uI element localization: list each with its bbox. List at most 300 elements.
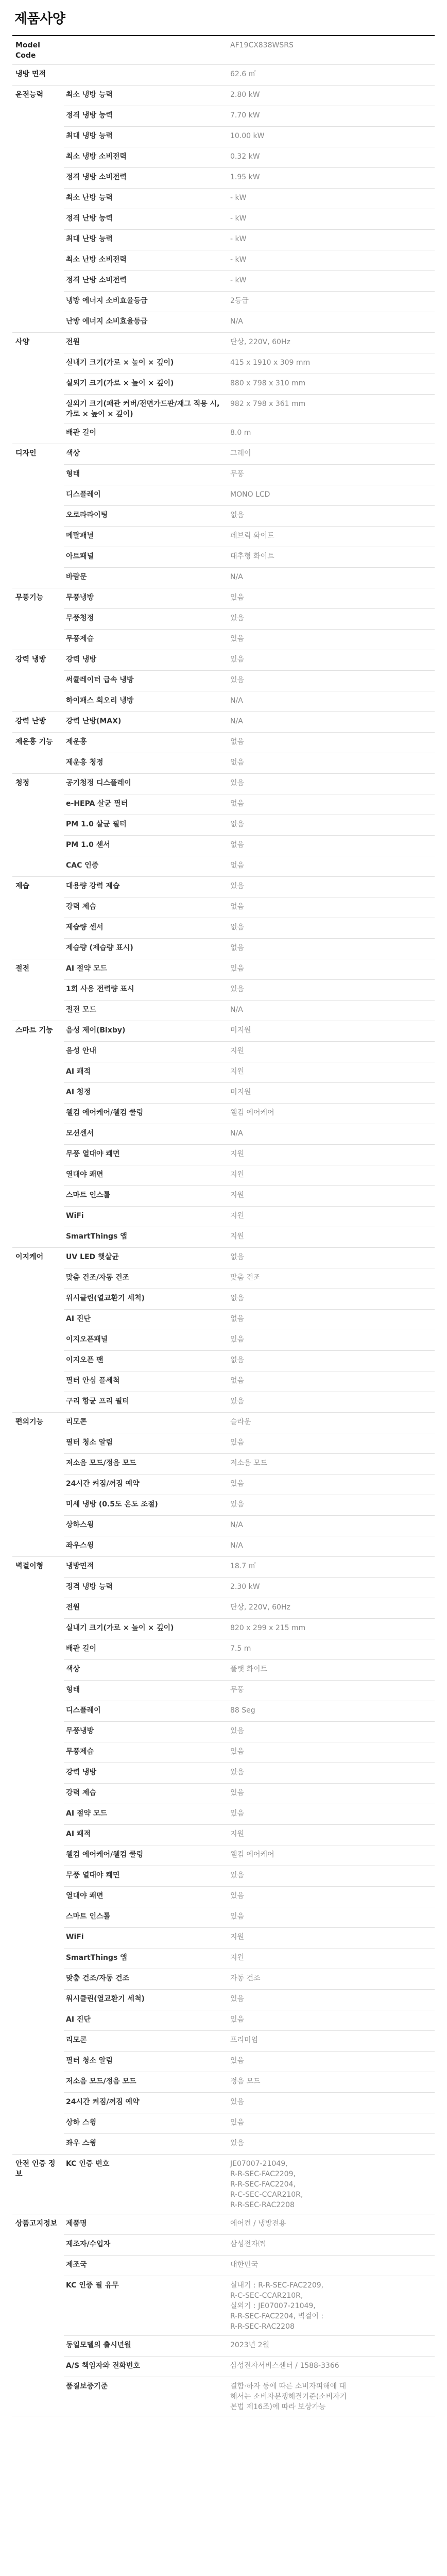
spec-value: 결함·하자 등에 따른 소비자피해에 대 해서는 소비자분쟁해결기준(소비자기 본법 제16조)에 따라 보상가능 (226, 2377, 435, 2416)
spec-value: 없음 (226, 753, 435, 774)
spec-label: 최소 난방 소비전력 (64, 250, 226, 271)
spec-value: 없음 (226, 1371, 435, 1392)
spec-row (12, 1845, 435, 1866)
spec-label: 저소음 모드/정음 모드 (64, 1454, 226, 1475)
spec-label: 필터 안심 플세척 (64, 1371, 226, 1392)
spec-row (12, 2113, 435, 2134)
spec-row (12, 1268, 435, 1289)
spec-row (12, 1742, 435, 1763)
spec-value: 있음 (226, 2113, 435, 2134)
spec-value: 18.7 ㎡ (226, 1557, 435, 1578)
spec-category: 강력 냉방 (12, 650, 64, 712)
spec-label: 색상 (64, 444, 226, 465)
spec-value: 있음 (226, 1742, 435, 1763)
spec-label: 필터 청소 알림 (64, 2052, 226, 2072)
spec-label: UV LED 햇살균 (64, 1248, 226, 1268)
spec-label: 음성 제어(Bixby) (64, 1021, 226, 1042)
spec-label: PM 1.0 살균 필터 (64, 815, 226, 836)
spec-row (12, 1186, 435, 1207)
spec-row (12, 127, 435, 147)
spec-label: 정격 냉방 능력 (64, 106, 226, 127)
spec-row (12, 527, 435, 547)
spec-value: 프리미엄 (226, 2031, 435, 2052)
spec-label: 써큘레이터 급속 냉방 (64, 671, 226, 691)
spec-value: 단상, 220V, 60Hz (226, 333, 435, 353)
spec-label: KC 인증 필 유무 (64, 2276, 226, 2336)
spec-row (12, 1021, 435, 1042)
spec-value: 있음 (226, 774, 435, 794)
spec-value: 실내기 : R-R-SEC-FAC2209, R-C-SEC-CCAR210R, 실외기 : JE07007-21049, R-R-SEC-FAC2204, 벽걸이 : R-R-SEC-RAC2208 (226, 2276, 435, 2336)
spec-label: 강력 냉방 (64, 1763, 226, 1784)
spec-row (12, 1907, 435, 1928)
spec-row (12, 423, 435, 444)
spec-value: 7.5 m (226, 1639, 435, 1660)
spec-label: 저소음 모드/정음 모드 (64, 2072, 226, 2093)
spec-value: - kW (226, 209, 435, 230)
spec-value: 저소음 모드 (226, 1454, 435, 1475)
spec-row (12, 1804, 435, 1825)
spec-label: 실외기 크기(가로 × 높이 × 깊이) (64, 374, 226, 395)
spec-label: 제습량 센서 (64, 918, 226, 939)
spec-value: 미지원 (226, 1021, 435, 1042)
spec-label: 열대야 쾌면 (64, 1165, 226, 1186)
spec-label: 바람문 (64, 568, 226, 588)
spec-row (12, 609, 435, 630)
spec-category: 청정 (12, 774, 64, 877)
spec-row (12, 1371, 435, 1392)
spec-row (12, 1310, 435, 1330)
spec-label: 제습량 (제습량 표시) (64, 939, 226, 959)
spec-label: 무풍냉방 (64, 588, 226, 609)
spec-row (12, 980, 435, 1001)
spec-row (12, 2235, 435, 2256)
spec-label: 디스플레이 (64, 485, 226, 506)
spec-label: 음성 안내 (64, 1042, 226, 1062)
spec-row (12, 36, 435, 65)
spec-value: 10.00 kW (226, 127, 435, 147)
spec-value: 없음 (226, 815, 435, 836)
spec-value: 대추형 화이트 (226, 547, 435, 568)
spec-category: 강력 난방 (12, 712, 64, 733)
spec-label: SmartThings 앱 (64, 1948, 226, 1969)
spec-row (12, 65, 435, 86)
spec-row (12, 2134, 435, 2155)
spec-value: 820 x 299 x 215 mm (226, 1619, 435, 1639)
spec-row (12, 753, 435, 774)
spec-label: 맞춤 건조/자동 건조 (64, 1969, 226, 1990)
spec-value: 2.80 kW (226, 86, 435, 106)
spec-label: 제품명 (64, 2214, 226, 2235)
spec-row (12, 230, 435, 250)
spec-label: 이지오픈패널 (64, 1330, 226, 1351)
spec-value: 있음 (226, 1907, 435, 1928)
spec-value: 지원 (226, 1186, 435, 1207)
spec-label (64, 65, 226, 86)
spec-value: N/A (226, 312, 435, 333)
spec-label: 전원 (64, 333, 226, 353)
spec-label: 1회 사용 전력량 표시 (64, 980, 226, 1001)
spec-value: N/A (226, 1516, 435, 1536)
spec-label: 동일모델의 출시년월 (64, 2336, 226, 2357)
spec-category: 안전 인증 정보 (12, 2155, 64, 2214)
spec-row (12, 568, 435, 588)
spec-value: 에어컨 / 냉방전용 (226, 2214, 435, 2235)
spec-label: 하이패스 회오리 냉방 (64, 691, 226, 712)
spec-row (12, 671, 435, 691)
spec-category: 스마트 기능 (12, 1021, 64, 1248)
spec-row (12, 588, 435, 609)
spec-row (12, 1516, 435, 1536)
spec-value: 있음 (226, 959, 435, 980)
spec-value: 없음 (226, 939, 435, 959)
spec-row (12, 2010, 435, 2031)
spec-value: 정음 모드 (226, 2072, 435, 2093)
spec-value: 맞춤 건조 (226, 1268, 435, 1289)
spec-value: JE07007-21049, R-R-SEC-FAC2209, R-R-SEC-FAC2204, R-C-SEC-CCAR210R, R-R-SEC-RAC2208 (226, 2155, 435, 2214)
spec-label: 제조국 (64, 2256, 226, 2276)
spec-value: 있음 (226, 2134, 435, 2155)
spec-label: 오로라라이팅 (64, 506, 226, 527)
spec-row (12, 2031, 435, 2052)
spec-value: 있음 (226, 630, 435, 650)
spec-row (12, 1784, 435, 1804)
spec-category: 냉방 면적 (12, 65, 64, 86)
spec-value: 있음 (226, 2093, 435, 2113)
spec-category: 사양 (12, 333, 64, 444)
spec-label: 냉방면적 (64, 1557, 226, 1578)
spec-label: 형태 (64, 1681, 226, 1701)
spec-label: 메탈패널 (64, 527, 226, 547)
spec-value: 있음 (226, 1392, 435, 1413)
spec-label: AI 쾌적 (64, 1825, 226, 1845)
spec-value: 있음 (226, 1866, 435, 1887)
spec-value: 있음 (226, 980, 435, 1001)
spec-label: 미세 냉방 (0.5도 온도 조절) (64, 1495, 226, 1516)
spec-value: 8.0 m (226, 423, 435, 444)
spec-label: 정격 냉방 소비전력 (64, 168, 226, 189)
spec-value: N/A (226, 568, 435, 588)
spec-row (12, 1001, 435, 1021)
spec-value: N/A (226, 1536, 435, 1557)
spec-row (12, 1083, 435, 1104)
spec-row (12, 1598, 435, 1619)
spec-label: 열대야 쾌면 (64, 1887, 226, 1907)
spec-row (12, 2336, 435, 2357)
spec-row (12, 1289, 435, 1310)
spec-value: 지원 (226, 1928, 435, 1948)
spec-row (12, 1145, 435, 1165)
spec-label: 웰컴 에어케어/웰컴 쿨링 (64, 1845, 226, 1866)
spec-category: 무풍기능 (12, 588, 64, 650)
spec-category: 제운홍 기능 (12, 733, 64, 774)
spec-label: 실내기 크기(가로 × 높이 × 깊이) (64, 1619, 226, 1639)
spec-value: 있음 (226, 1763, 435, 1784)
spec-row (12, 1413, 435, 1433)
spec-value: 지원 (226, 1062, 435, 1083)
spec-label: AI 진단 (64, 2010, 226, 2031)
spec-label (64, 36, 226, 65)
spec-value: 없음 (226, 1248, 435, 1268)
spec-row (12, 1578, 435, 1598)
spec-value: 7.70 kW (226, 106, 435, 127)
spec-row (12, 547, 435, 568)
spec-label: 모션센서 (64, 1124, 226, 1145)
spec-value: 있음 (226, 1990, 435, 2010)
spec-value: - kW (226, 250, 435, 271)
spec-value: 없음 (226, 897, 435, 918)
spec-label: 강력 제습 (64, 897, 226, 918)
spec-row (12, 2072, 435, 2093)
spec-label: 정격 냉방 능력 (64, 1578, 226, 1598)
spec-label: 맞춤 건조/자동 건조 (64, 1268, 226, 1289)
spec-row (12, 106, 435, 127)
spec-row (12, 1392, 435, 1413)
spec-row (12, 897, 435, 918)
spec-row (12, 939, 435, 959)
spec-row (12, 630, 435, 650)
spec-row (12, 86, 435, 106)
spec-category: 이지케어 (12, 1248, 64, 1413)
spec-value: 지원 (226, 1145, 435, 1165)
spec-value: 있음 (226, 588, 435, 609)
spec-value: 없음 (226, 918, 435, 939)
spec-table (12, 36, 435, 2416)
spec-label: 냉방 에너지 소비효율등급 (64, 292, 226, 312)
spec-label: 실내기 크기(가로 × 높이 × 깊이) (64, 353, 226, 374)
spec-row (12, 1495, 435, 1516)
spec-label: 최소 냉방 소비전력 (64, 147, 226, 168)
spec-value: 있음 (226, 2052, 435, 2072)
spec-value: 415 x 1910 x 309 mm (226, 353, 435, 374)
spec-row (12, 836, 435, 856)
spec-label: 웰컴 에어케어/웰컴 쿨링 (64, 1104, 226, 1124)
spec-label: 정격 난방 능력 (64, 209, 226, 230)
spec-row (12, 1660, 435, 1681)
spec-label: 제운홍 청정 (64, 753, 226, 774)
spec-row (12, 353, 435, 374)
spec-row (12, 712, 435, 733)
spec-row (12, 395, 435, 423)
spec-row (12, 485, 435, 506)
spec-row (12, 465, 435, 485)
spec-row (12, 147, 435, 168)
spec-label: 필터 청소 알림 (64, 1433, 226, 1454)
spec-label: 무풍 열대야 쾌면 (64, 1145, 226, 1165)
spec-category: 제습 (12, 877, 64, 959)
spec-value: 무풍 (226, 1681, 435, 1701)
spec-value: 없음 (226, 733, 435, 753)
spec-label: 절전 모드 (64, 1001, 226, 1021)
spec-row (12, 209, 435, 230)
spec-value: 있음 (226, 1722, 435, 1742)
spec-value: 982 x 798 x 361 mm (226, 395, 435, 423)
spec-value: 웰컴 에어케어 (226, 1845, 435, 1866)
spec-label: SmartThings 앱 (64, 1227, 226, 1248)
spec-row (12, 250, 435, 271)
spec-row (12, 1969, 435, 1990)
spec-row (12, 2357, 435, 2377)
spec-label: AI 절약 모드 (64, 959, 226, 980)
spec-value: 미지원 (226, 1083, 435, 1104)
spec-row (12, 1681, 435, 1701)
spec-value: - kW (226, 189, 435, 209)
spec-value: 슬라운 (226, 1413, 435, 1433)
spec-row (12, 1330, 435, 1351)
spec-row (12, 2214, 435, 2235)
spec-row (12, 1536, 435, 1557)
spec-label: 전원 (64, 1598, 226, 1619)
spec-label: 배관 길이 (64, 423, 226, 444)
spec-category: 절전 (12, 959, 64, 1021)
spec-label: 실외기 크기(패관 커버/전면가드판/재그 적용 시, 가로 × 높이 × 깊이) (64, 395, 226, 423)
spec-label: WiFi (64, 1207, 226, 1227)
spec-category: 운전능력 (12, 86, 64, 333)
spec-value: 있음 (226, 877, 435, 897)
spec-label: 강력 난방(MAX) (64, 712, 226, 733)
spec-label: 공기청정 디스플레이 (64, 774, 226, 794)
spec-row (12, 2155, 435, 2214)
spec-label: AI 진단 (64, 1310, 226, 1330)
spec-label: 제조자/수입자 (64, 2235, 226, 2256)
spec-label: e-HEPA 살균 필터 (64, 794, 226, 815)
spec-value: 지원 (226, 1227, 435, 1248)
spec-row (12, 1825, 435, 1845)
spec-value: 없음 (226, 836, 435, 856)
spec-value: 있음 (226, 671, 435, 691)
spec-row (12, 1866, 435, 1887)
spec-row (12, 271, 435, 292)
spec-value: 자동 건조 (226, 1969, 435, 1990)
spec-row (12, 506, 435, 527)
spec-label: 아트패널 (64, 547, 226, 568)
spec-label: AI 청정 (64, 1083, 226, 1104)
spec-value: 있음 (226, 650, 435, 671)
spec-category: 벽걸이형 (12, 1557, 64, 2155)
spec-value: - kW (226, 230, 435, 250)
spec-value: AF19CX838WSRS (226, 36, 435, 65)
spec-row (12, 1351, 435, 1371)
spec-value: 2등급 (226, 292, 435, 312)
spec-value: 있음 (226, 1784, 435, 1804)
spec-category: 편의기능 (12, 1413, 64, 1557)
spec-value: 2.30 kW (226, 1578, 435, 1598)
spec-label: 형태 (64, 465, 226, 485)
spec-table-body (12, 36, 435, 2416)
spec-value: 지원 (226, 1948, 435, 1969)
spec-value: 플랫 화이트 (226, 1660, 435, 1681)
spec-value: 그레이 (226, 444, 435, 465)
spec-value: 있음 (226, 1475, 435, 1495)
spec-row (12, 189, 435, 209)
spec-row (12, 1248, 435, 1268)
spec-row (12, 1104, 435, 1124)
spec-row (12, 444, 435, 465)
spec-label: 구리 항균 프리 필터 (64, 1392, 226, 1413)
spec-row (12, 877, 435, 897)
spec-value: 있음 (226, 1887, 435, 1907)
spec-row (12, 856, 435, 877)
spec-row (12, 1948, 435, 1969)
spec-label: CAC 인증 (64, 856, 226, 877)
spec-label: AI 쾌적 (64, 1062, 226, 1083)
spec-value: 없음 (226, 794, 435, 815)
spec-value: N/A (226, 691, 435, 712)
spec-row (12, 1619, 435, 1639)
spec-row (12, 1227, 435, 1248)
spec-value: 있음 (226, 1495, 435, 1516)
spec-row (12, 733, 435, 753)
spec-row (12, 333, 435, 353)
spec-row (12, 374, 435, 395)
spec-label: 좌우스윙 (64, 1536, 226, 1557)
spec-label: 대용량 강력 제습 (64, 877, 226, 897)
spec-category: 상품고지정보 (12, 2214, 64, 2416)
spec-label: 24시간 켜짐/꺼짐 예약 (64, 1475, 226, 1495)
spec-label: 디스플레이 (64, 1701, 226, 1722)
spec-label: 난방 에너지 소비효율등급 (64, 312, 226, 333)
spec-label: 이지오픈 팬 (64, 1351, 226, 1371)
spec-label: 강력 냉방 (64, 650, 226, 671)
page-title: 제품사양 (14, 11, 65, 27)
spec-row (12, 1454, 435, 1475)
spec-row (12, 1433, 435, 1454)
spec-value: - kW (226, 271, 435, 292)
spec-label: 배관 길이 (64, 1639, 226, 1660)
spec-row (12, 2052, 435, 2072)
spec-value: 지원 (226, 1207, 435, 1227)
spec-row (12, 774, 435, 794)
spec-row (12, 918, 435, 939)
spec-row (12, 1722, 435, 1742)
spec-label: 상하 스윙 (64, 2113, 226, 2134)
spec-row (12, 2093, 435, 2113)
spec-label: 최대 냉방 능력 (64, 127, 226, 147)
spec-value: 없음 (226, 1289, 435, 1310)
spec-label: 색상 (64, 1660, 226, 1681)
spec-value: 62.6 ㎡ (226, 65, 435, 86)
spec-row (12, 1990, 435, 2010)
spec-value: 지원 (226, 1825, 435, 1845)
spec-value: N/A (226, 1001, 435, 1021)
spec-label: 제운홍 (64, 733, 226, 753)
spec-row (12, 794, 435, 815)
spec-row (12, 1763, 435, 1784)
spec-label: 리모콘 (64, 2031, 226, 2052)
spec-value: 없음 (226, 506, 435, 527)
spec-value: 지원 (226, 1165, 435, 1186)
spec-value: 삼성전자㈜ (226, 2235, 435, 2256)
spec-row (12, 815, 435, 836)
spec-value: 1.95 kW (226, 168, 435, 189)
spec-row (12, 1124, 435, 1145)
spec-value: 있음 (226, 1433, 435, 1454)
spec-value: 88 Seg (226, 1701, 435, 1722)
spec-value: 있음 (226, 609, 435, 630)
spec-value: 0.32 kW (226, 147, 435, 168)
spec-value: 없음 (226, 856, 435, 877)
spec-row (12, 1207, 435, 1227)
spec-value: 무풍 (226, 465, 435, 485)
spec-label: 상하스윙 (64, 1516, 226, 1536)
spec-category: 디자인 (12, 444, 64, 588)
spec-label: A/S 책임자와 전화번호 (64, 2357, 226, 2377)
spec-label: 워시클린(열교환기 세척) (64, 1990, 226, 2010)
spec-label: PM 1.0 센서 (64, 836, 226, 856)
spec-value: 삼성전자서비스센터 / 1588-3366 (226, 2357, 435, 2377)
spec-row (12, 1042, 435, 1062)
spec-label: 최소 난방 능력 (64, 189, 226, 209)
spec-label: 무풍 열대야 쾌면 (64, 1866, 226, 1887)
